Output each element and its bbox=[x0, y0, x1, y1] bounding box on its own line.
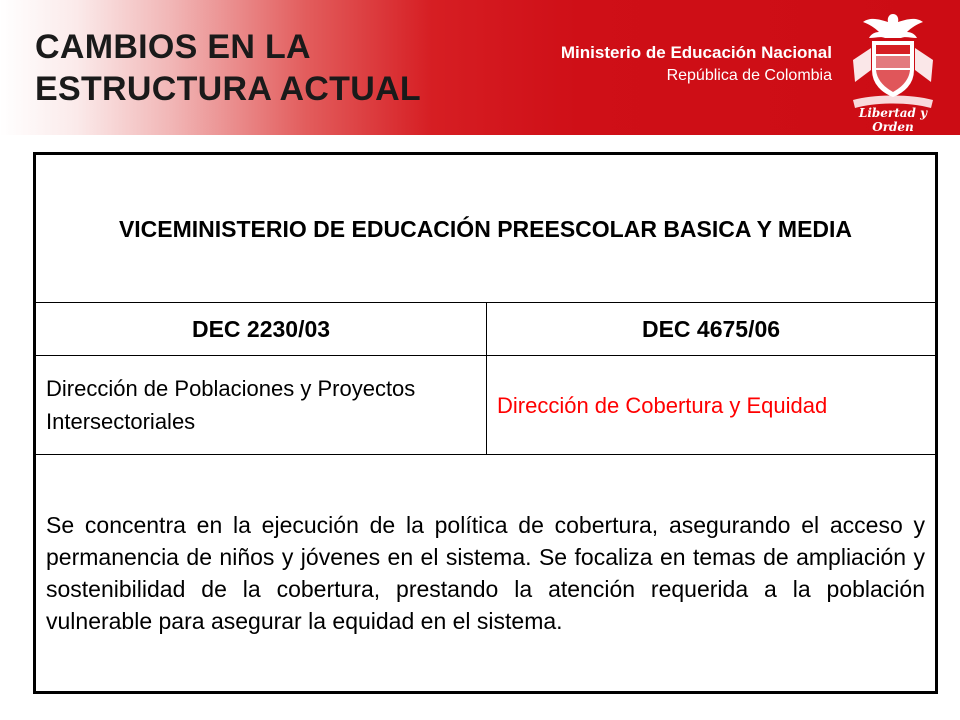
country-name: República de Colombia bbox=[666, 67, 832, 84]
table-row bbox=[35, 455, 937, 693]
column-header-new: DEC 4675/06 bbox=[487, 303, 937, 356]
header-banner bbox=[0, 0, 960, 135]
table-row bbox=[35, 303, 937, 356]
directorate-description: Se concentra en la ejecución de la política de cobertura, asegurando el acceso y permanencia de niños y jóvenes en el sistema. Se focaliza en temas de ampliación y sostenibilidad de la cobertura, prestando la atención requerida a la población vulnerable para asegurar la equidad en el sistema. bbox=[35, 455, 937, 693]
table-row bbox=[35, 356, 937, 455]
new-directorate: Dirección de Cobertura y Equidad bbox=[487, 356, 937, 455]
ministry-name: Ministerio de Educación Nacional bbox=[560, 43, 832, 62]
crest-motto: Libertad y Orden bbox=[858, 106, 928, 134]
old-directorate: Dirección de Poblaciones y Proyectos Intersectoriales bbox=[35, 356, 487, 455]
ministry-block bbox=[561, 42, 832, 88]
column-header-old: DEC 2230/03 bbox=[35, 303, 487, 356]
structure-table bbox=[33, 152, 938, 694]
table-row bbox=[35, 154, 937, 303]
slide-title: CAMBIOS EN LA ESTRUCTURA ACTUAL bbox=[35, 28, 421, 108]
vice-ministry-title: VICEMINISTERIO DE EDUCACIÓN PREESCOLAR BASICA Y MEDIA bbox=[35, 154, 937, 303]
